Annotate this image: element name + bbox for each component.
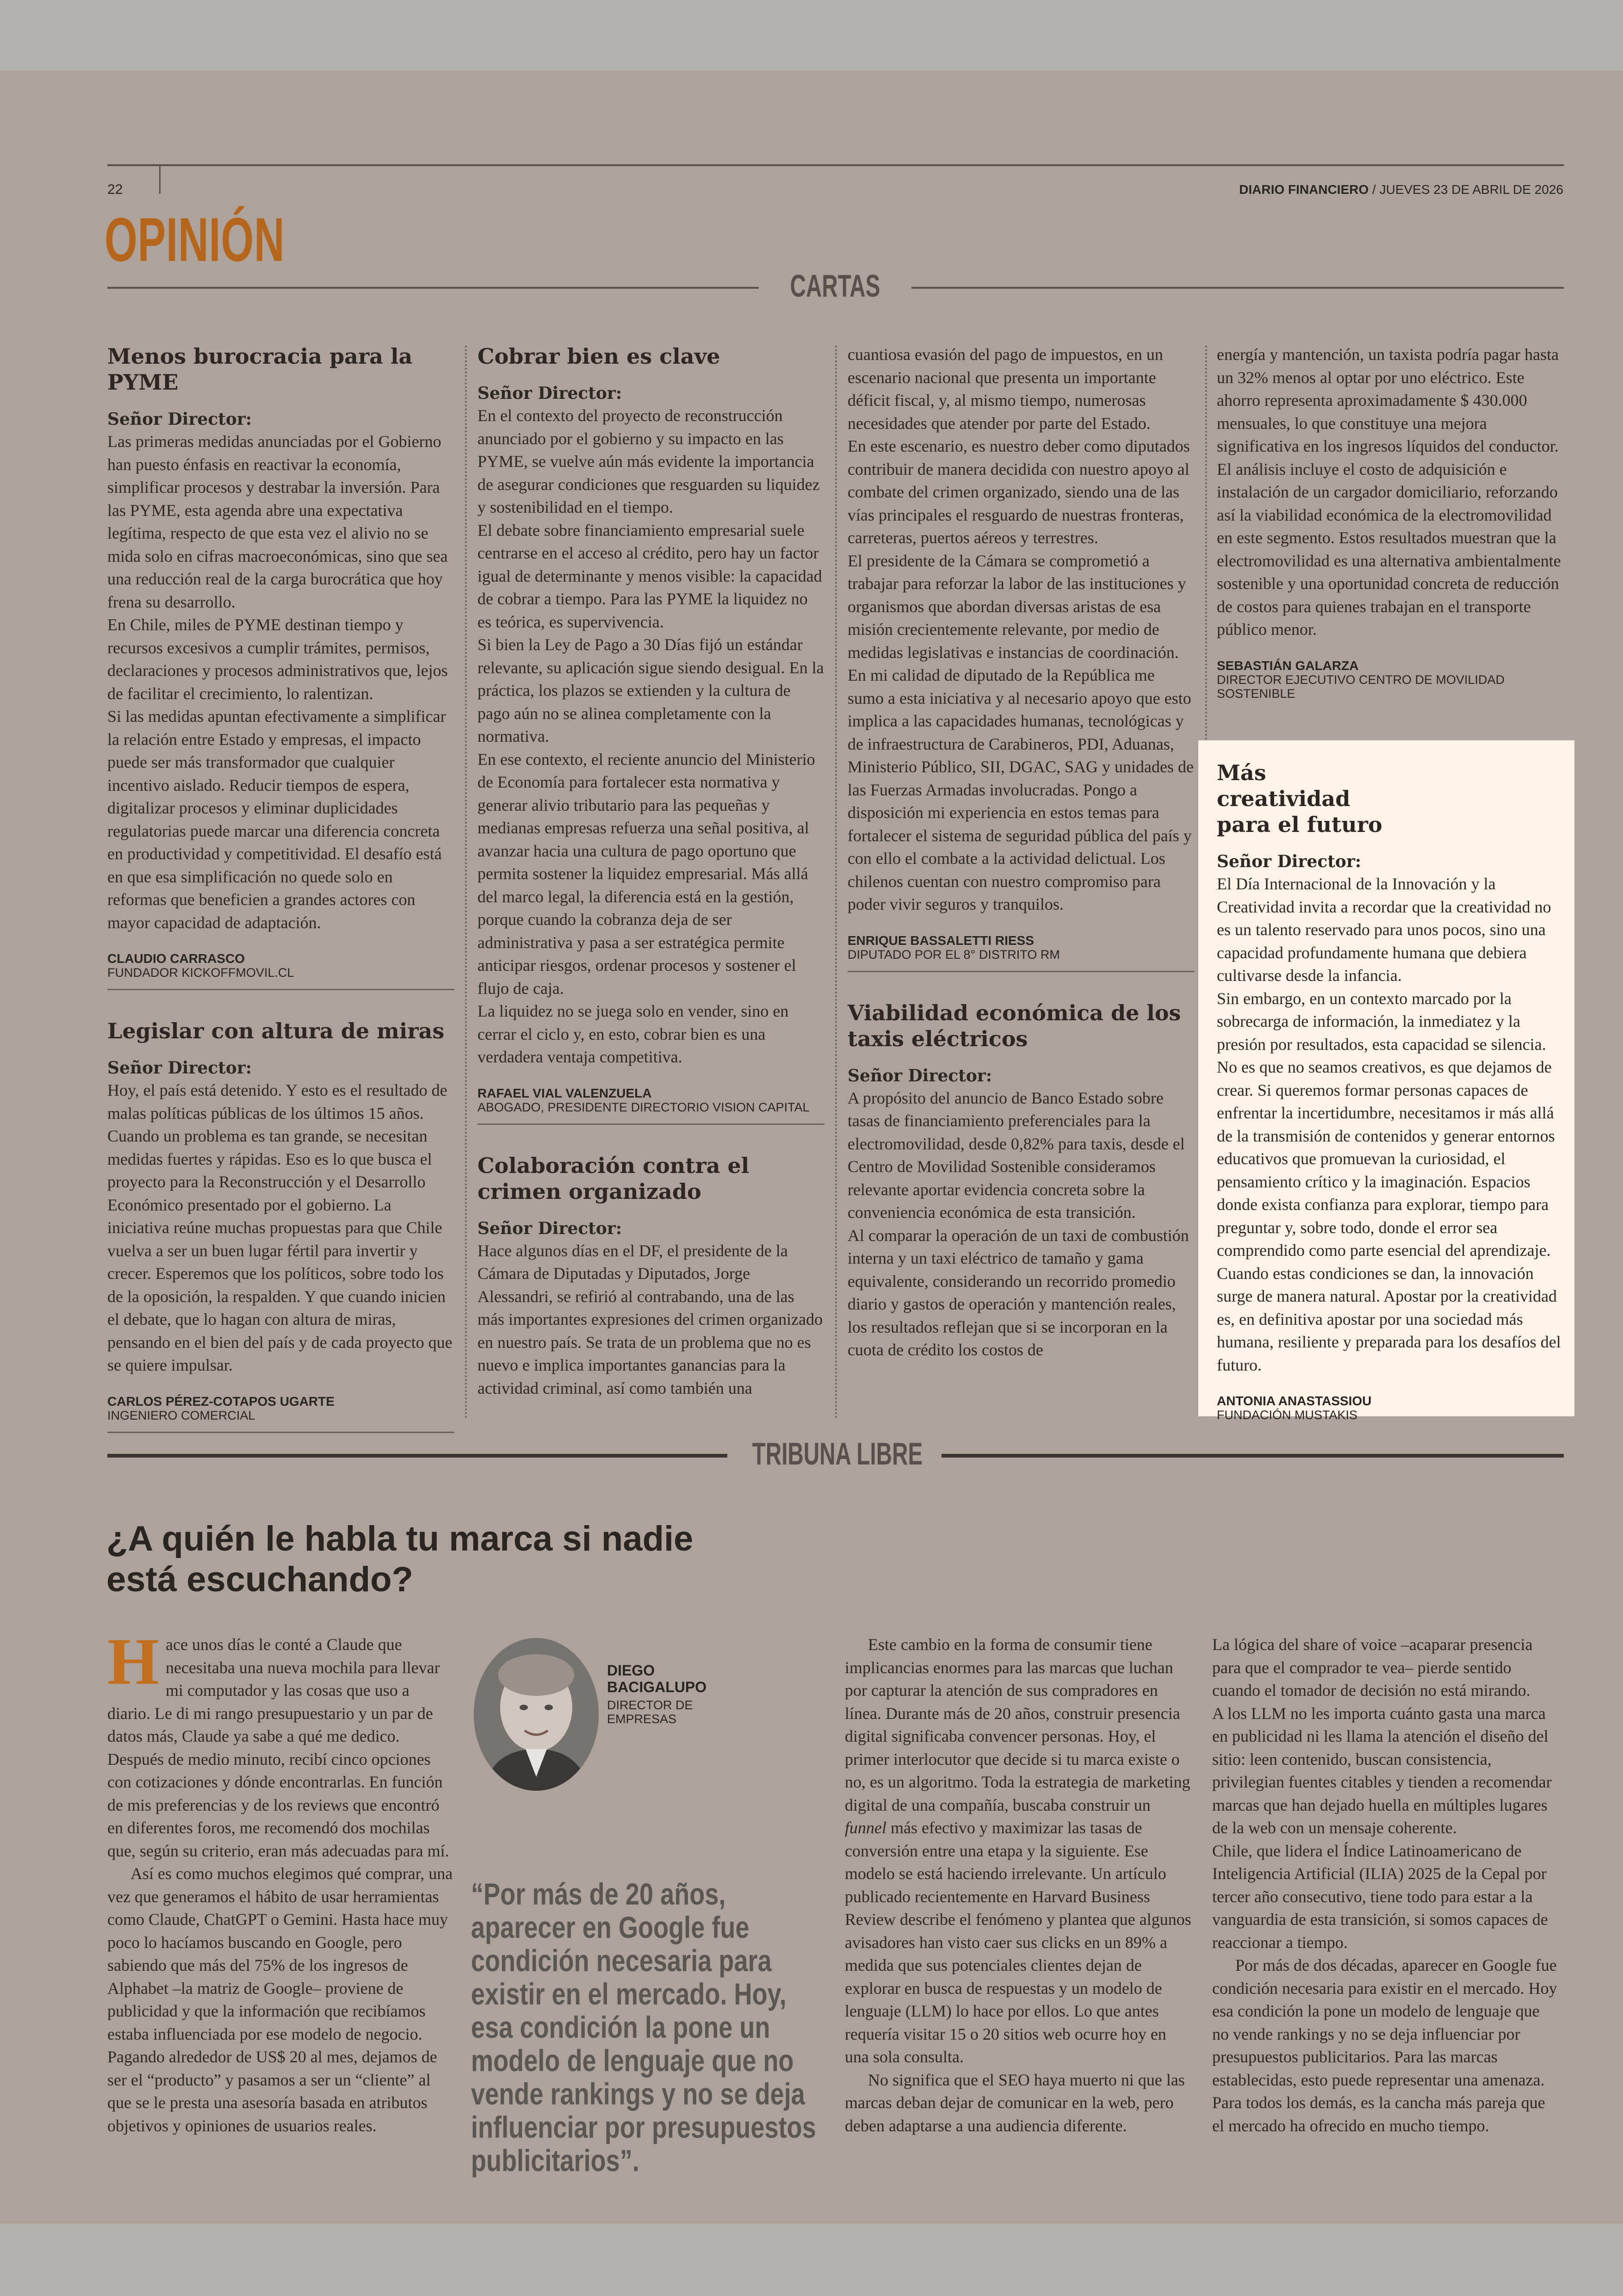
- letter-author: CARLOS PÉREZ-COTAPOS UGARTE: [107, 1394, 335, 1409]
- letter-headline: Colaboración contra el crimen organizado: [477, 1153, 750, 1204]
- column-separator-2: [835, 346, 837, 1419]
- tribune-paragraph: A los LLM no les importa cuánto gasta una marca en publicidad ni les llama la atención el diseño del sitio: leen contenido, buscan consistencia, privilegian fuentes citables y tienden a recomendar marcas que han dejado huella en múltiples lugares de la web con un mensaje coherente.: [1212, 1704, 1552, 1837]
- top-rule: [107, 164, 1564, 166]
- cartas-rule-left: [107, 287, 759, 289]
- letter-body: [107, 430, 454, 934]
- author-role: DIRECTOR DE EMPRESAS: [607, 1698, 693, 1726]
- letter-paragraph: La liquidez no se juega solo en vender, sino en cerrar el ciclo y, en esto, cobrar bien es una verdadera ventaja competitiva.: [477, 1002, 789, 1066]
- tribune-rule-right: [942, 1454, 1564, 1458]
- page-number: 22: [107, 182, 123, 197]
- letter-paragraph: En este escenario, es nuestro deber como diputados contribuir de manera decidida con nuestro apoyo al combate del crimen organizado, siendo una de las vías principales el resguardo de nuestras fronteras, carreteras, puertos aéreos y terrestres.: [848, 437, 1190, 547]
- page-number-divider: [159, 166, 161, 194]
- letter-body: [107, 1079, 454, 1377]
- letter-author-role: FUNDADOR KICKOFFMOVIL.CL: [107, 966, 294, 980]
- letter-author: ENRIQUE BASSALETTI RIESS: [848, 933, 1034, 948]
- letters-column-3: [848, 343, 1195, 1362]
- letter-headline: Legislar con altura de miras: [107, 1018, 445, 1043]
- tribune-paragraph: Hace unos días le conté a Claude que necesitaba una nueva mochila para llevar mi computador y las cosas que uso a diario. Le di mi rango presupuestario y un par de datos más, Claude ya sabe a qué me dedico. Después de medio minuto, recibí cinco opciones con cotizaciones y dónde encontrarlas. En función de mis preferencias y de los reviews que encontró en diferentes foros, me recomendó dos mochilas que, según su criterio, eran más adecuadas para mí.: [107, 1625, 449, 1860]
- pull-quote: “Por más de 20 años, aparecer en Google fue condición necesaria para existir en el mercado. Hoy, esa condición la pone un modelo de lenguaje que no vende rankings y no se deja influenciar por presupuestos publicitarios”.: [471, 1877, 816, 2178]
- tribune-paragraph: La lógica del share of voice –acaparar presencia para que el comprador te vea– pierde sentido cuando el tomador de decisión no está mirando.: [1212, 1635, 1533, 1700]
- letter-body: [477, 404, 824, 1069]
- tribune-headline: ¿A quién le habla tu marca si nadie está escuchando?: [106, 1519, 694, 1599]
- publication-line: [1239, 182, 1563, 197]
- author-portrait-image: [474, 1638, 599, 1791]
- publication-date: / JUEVES 23 DE ABRIL DE 2026: [1369, 182, 1563, 197]
- letter-paragraph: El Día Internacional de la Innovación y la Creatividad invita a recordar que la creatividad no es un talento reservado para unos pocos, sino una capacidad profundamente humana que debiera cultivarse desde la infancia.: [1217, 875, 1551, 985]
- letter-paragraph: Las primeras medidas anunciadas por el Gobierno han puesto énfasis en reactivar la economía, simplificar procesos y destrabar la inversión. Para las PYME, esta agenda abre una expectativa legítima, respecto de que esta vez el alivio no se mida solo en cifras macroeconómicas, sino que sea una reducción real de la carga burocrática que hoy frena su desarrollo.: [107, 432, 448, 611]
- letter-salutation: Señor Director:: [477, 1218, 622, 1238]
- letter-divider: [477, 1123, 824, 1125]
- letter-paragraph: Hoy, el país está detenido. Y esto es el resultado de malas políticas públicas de los últimos 15 años. Cuando un problema es tan grande, se necesitan medidas fuertes y rápidas. Eso es lo que busca el proyecto para la Reconstrucción y el Desarrollo Económico presentado por el gobierno. La iniciativa reúne muchas propuestas para que Chile vuelva a ser un buen lugar fértil para invertir y crecer. Esperemos que los políticos, sobre todo los de la oposición, la respalden. Y que cuando inicien el debate, que lo hagan con altura de miras, pensando en el bien del país y de cada proyecto que se quiere impulsar.: [107, 1081, 452, 1374]
- section-title: OPINIÓN: [105, 205, 285, 274]
- letter-headline: Viabilidad económica de los taxis eléctricos: [848, 1000, 1181, 1051]
- author-block: [607, 1662, 709, 1726]
- highlighted-letter: [1217, 760, 1564, 1422]
- letter-paragraph: El debate sobre financiamiento empresarial suele centrarse en el acceso al crédito, pero hay un factor igual de determinante y menos visible: la capacidad de cobrar a tiempo. Para las PYME la liquidez no es teórica, es supervivencia.: [477, 521, 822, 631]
- tribune-paragraph: Por más de dos décadas, aparecer en Google fue condición necesaria para existir en el mercado. Hoy esa condición la pone un modelo de lenguaje que no vende rankings y no se deja influenciar por presupuestos publicitarios. Para las marcas establecidas, esto puede representar una amenaza. Para todos los demás, es la cancha más pareja que el mercado ha ofrecido en mucho tiempo.: [1212, 1956, 1557, 2135]
- letter-headline: Cobrar bien es clave: [477, 344, 720, 369]
- letter-paragraph: En el contexto del proyecto de reconstrucción anunciado por el gobierno y su impacto en las PYME, se vuelve aún más evidente la importancia de asegurar condiciones que resguarden su liquidez y sostenibilidad en el tiempo.: [477, 406, 820, 516]
- column-separator-1: [465, 346, 467, 1419]
- letter-author: CLAUDIO CARRASCO: [107, 951, 245, 966]
- letter-paragraph: En ese contexto, el reciente anuncio del Ministerio de Economía para fortalecer esta normativa y generar alivio tributario para las pequeñas y medianas empresas refuerza una señal positiva, al avanzar hacia una cultura de pago oportuno que permita sostener la liquidez empresarial. Más allá del marco legal, la diferencia está en la gestión, porque cuando la cobranza deja de ser administrativa y pasa a ser estratégica permite anticipar riesgos, ordenar procesos y sostener el flujo de caja.: [477, 750, 815, 998]
- letter-author-role: DIPUTADO POR EL 8° DISTRITO RM: [848, 947, 1060, 962]
- letter-divider: [107, 989, 454, 990]
- letter-body: [1217, 873, 1564, 1377]
- letter-salutation: Señor Director:: [107, 1058, 252, 1078]
- letter-salutation: Señor Director:: [107, 410, 252, 429]
- cartas-rule-right: [911, 287, 1564, 289]
- letter-author: ANTONIA ANASTASSIOU: [1217, 1394, 1372, 1408]
- letter-paragraph: Si bien la Ley de Pago a 30 Días fijó un estándar relevante, su aplicación sigue siendo desigual. En la práctica, los plazos se extienden y la cultura de pago aún no se alinea completamente con la normativa.: [477, 635, 824, 745]
- letter-body: [848, 1087, 1195, 1362]
- letter-paragraph: El presidente de la Cámara se comprometió a trabajar para reforzar la labor de las instituciones y organismos que abordan diversas aristas de esa misión crecientemente relevante, por medio de medidas legislativas e instancias de coordinación. En mi calidad de diputado de la República me sumo a esta iniciativa y al necesario apoyo que esto implica a las capacidades humanas, tecnológicas y de infraestructura de Carabineros, PDI, Aduanas, Ministerio Público, SII, DGAC, SAG y unidades de las Fuerzas Armadas involucradas. Pongo a disposición mi experiencia en estos temas para fortalecer el sistema de seguridad pública del país y con ello el combate a la actividad delictual. Los chilenos cuentan con nuestro compromiso para poder vivir seguros y tranquilos.: [848, 551, 1194, 913]
- publication-name: DIARIO FINANCIERO: [1239, 182, 1369, 197]
- tribune-paragraph: No significa que el SEO haya muerto ni que las marcas deban dejar de comunicar en la web, pero deben adaptarse a una audiencia diferente.: [845, 2070, 1185, 2135]
- letters-column-2: [477, 343, 824, 1400]
- tribune-column-1: [107, 1625, 454, 2137]
- letter-paragraph: Si las medidas apuntan efectivamente a simplificar la relación entre Estado y empresas, el impacto puede ser más transformador que cualquier incentivo aislado. Reducir tiempos de espera, digitalizar procesos y eliminar duplicidades regulatorias puede marcar una diferencia concreta en productividad y competitividad. El desafío está en que esa simplificación no quede solo en reformas que beneficien a grandes actores con mayor capacidad de adaptación.: [107, 707, 446, 932]
- letter-paragraph: cuantiosa evasión del pago de impuestos, en un escenario nacional que presenta un importante déficit fiscal, y, al mismo tiempo, numerosas necesidades que atender por parte del Estado.: [848, 345, 1163, 433]
- letter-divider: [107, 1432, 454, 1433]
- letter-headline: Más creatividad para el futuro: [1217, 760, 1382, 837]
- letter-body: [477, 1240, 824, 1400]
- author-photo: [474, 1638, 599, 1791]
- letter-author-role: DIRECTOR EJECUTIVO CENTRO DE MOVILIDAD SOSTENIBLE: [1217, 672, 1505, 701]
- letters-column-1: [107, 343, 454, 1461]
- tribune-label: TRIBUNA LIBRE: [752, 1436, 923, 1471]
- letter-body-continued: [1217, 343, 1564, 641]
- newspaper-page: [0, 70, 1623, 2224]
- tribune-column-4: [1212, 1633, 1559, 2137]
- letter-divider: [848, 971, 1195, 972]
- column-separator-3: [1205, 346, 1207, 744]
- drop-cap: H: [107, 1625, 160, 1699]
- letter-salutation: Señor Director:: [477, 384, 622, 403]
- letter-author-role: ABOGADO, PRESIDENTE DIRECTORIO VISION CAPITAL: [477, 1100, 810, 1114]
- tribune-paragraph: Chile, que lidera el Índice Latinoamericano de Inteligencia Artificial (ILIA) 2025 de la Cepal por tercer año consecutivo, tiene todo para estar a la vanguardia de esta transición, si somos capaces de reaccionar a tiempo.: [1212, 1841, 1548, 1952]
- cartas-label: CARTAS: [790, 268, 880, 304]
- letter-paragraph: En Chile, miles de PYME destinan tiempo y recursos excesivos a cumplir trámites, permisos, declaraciones y procesos administrativos que, lejos de facilitar el crecimiento, lo ralentizan.: [107, 615, 448, 703]
- author-name: DIEGO BACIGALUPO: [607, 1662, 707, 1695]
- letter-headline: Menos burocracia para la PYME: [107, 344, 413, 395]
- letter-paragraph: Sin embargo, en un contexto marcado por la sobrecarga de información, la inmediatez y la presión por resultados, esta capacidad se silencia. No es que no seamos creativos, es que dejamos de crear. Si queremos formar personas capaces de enfrentar la incertidumbre, necesitamos ir más allá de la transmisión de contenidos y generar entornos educativos que promuevan la curiosidad, el pensamiento crítico y la imaginación. Espacios donde exista confianza para explorar, tiempo para preguntar y, sobre todo, donde el error sea comprendido como parte esencial del aprendizaje. Cuando estas condiciones se dan, la innovación surge de manera natural. Apostar por la creatividad es, en definitiva apostar por una sociedad más humana, resiliente y preparada para los desafíos del futuro.: [1217, 989, 1561, 1374]
- tribune-column-3: [845, 1633, 1192, 2137]
- letter-author: SEBASTIÁN GALARZA: [1217, 658, 1359, 673]
- letter-salutation: Señor Director:: [1217, 852, 1362, 871]
- letter-author-role: INGENIERO COMERCIAL: [107, 1408, 255, 1422]
- letter-paragraph: Hace algunos días en el DF, el presidente de la Cámara de Diputadas y Diputados, Jorge Alessandri, se refirió al contrabando, una de las más importantes expresiones del crimen organizado en nuestro país. Se trata de un problema que no es nuevo e implica importantes ganancias para la actividad criminal, así como también una: [477, 1241, 823, 1397]
- letter-author: RAFAEL VIAL VALENZUELA: [477, 1086, 652, 1100]
- letter-author-role: FUNDACIÓN MUSTAKIS: [1217, 1408, 1358, 1422]
- letter-paragraph: Al comparar la operación de un taxi de combustión interna y un taxi eléctrico de tamaño y gama equivalente, considerando un recorrido promedio diario y gastos de operación y mantención reales, los resultados reflejan que si se incorporan en la cuota de crédito los costos de: [848, 1226, 1189, 1359]
- letters-column-4: [1217, 343, 1564, 701]
- tribune-rule-left: [107, 1454, 727, 1458]
- letter-paragraph: A propósito del anuncio de Banco Estado sobre tasas de financiamiento preferenciales para la electromovilidad, desde 0,82% para taxis, desde el Centro de Movilidad Sostenible consideramos relevante aportar evidencia concreta sobre la conveniencia económica de esta transición.: [848, 1088, 1185, 1222]
- letter-salutation: Señor Director:: [848, 1066, 992, 1086]
- letter-paragraph: energía y mantención, un taxista podría pagar hasta un 32% menos al optar por uno eléctrico. Este ahorro representa aproximadamente $ 430.000 mensuales, lo que constituye una mejora significativa en los ingresos líquidos del conductor. El análisis incluye el costo de adquisición e instalación de un cargador domiciliario, reforzando así la viabilidad económica de la electromovilidad en este segmento. Estos resultados muestran que la electromovilidad es una alternativa ambientalmente sostenible y una oportunidad concreta de reducción de costos para quienes trabajan en el transporte público menor.: [1217, 345, 1561, 639]
- letter-body-continued: [848, 343, 1195, 916]
- tribune-paragraph: Este cambio en la forma de consumir tiene implicancias enormes para las marcas que luchan por capturar la atención de sus compradores en línea. Durante más de 20 años, construir presencia digital significaba convencer personas. Hoy, el primer interlocutor que decide si tu marca existe o no, es un algoritmo. Toda la estrategia de marketing digital de una compañía, buscaba construir un funnel más efectivo y maximizar las tasas de conversión entre una etapa y la siguiente. Ese modelo se está haciendo irrelevante. Un artículo publicado recientemente en Harvard Business Review describe el fenómeno y plantea que algunos avisadores han visto caer sus clicks en un 89% a medida que sus potenciales clientes dejan de explorar en busca de respuestas y un modelo de lenguaje (LLM) lo hace por ellos. Lo que antes requería visitar 15 o 20 sitios web ocurre hoy en una sola consulta.: [845, 1635, 1191, 2066]
- tribune-paragraph: Así es como muchos elegimos qué comprar, una vez que generamos el hábito de usar herramientas como Claude, ChatGPT o Gemini. Hasta hace muy poco lo hacíamos buscando en Google, pero sabiendo que más del 75% de los ingresos de Alphabet –la matriz de Google– proviene de publicidad y que la información que recibíamos estaba influenciada por ese modelo de negocio. Pagando alrededor de US$ 20 al mes, dejamos de ser el “producto” y pasamos a ser un “cliente” al que se le presta una asesoría basada en atributos objetivos y opiniones de usuarios reales.: [107, 1864, 453, 2135]
